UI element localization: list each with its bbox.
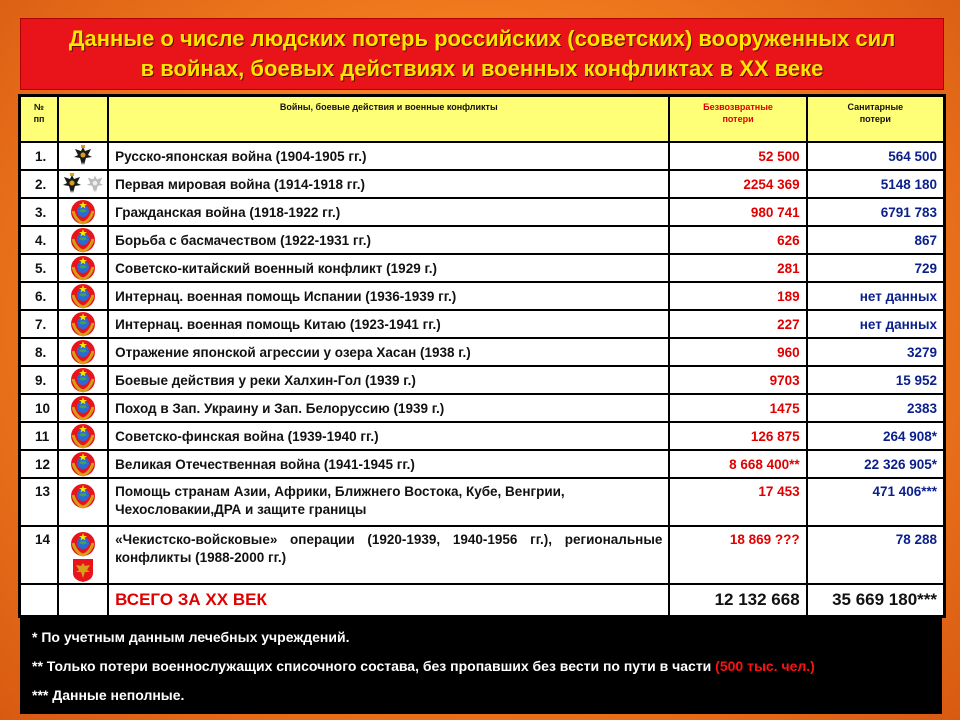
row-sanitary-losses: 564 500 [808, 143, 943, 169]
row-irrecoverable-losses: 1475 [670, 395, 805, 421]
total-label: ВСЕГО ЗА XX ВЕК [109, 585, 668, 615]
row-emblem [59, 367, 107, 393]
imperial-eagle-icon [71, 148, 95, 163]
row-sanitary-losses: нет данных [808, 283, 943, 309]
row-emblem [59, 255, 107, 281]
soviet-emblem-icon [70, 344, 96, 359]
row-number: 11 [21, 423, 57, 449]
table-row [21, 451, 943, 477]
header-emblem [59, 97, 107, 141]
row-emblem [59, 199, 107, 225]
row-sanitary-losses: 22 326 905* [808, 451, 943, 477]
row-irrecoverable-losses: 626 [670, 227, 805, 253]
total-num [21, 585, 57, 615]
row-emblem [59, 479, 107, 525]
row-emblem [59, 143, 107, 169]
soviet-emblem-icon [70, 288, 96, 303]
row-emblem [59, 283, 107, 309]
row-sanitary-losses: 867 [808, 227, 943, 253]
row-number: 14 [21, 527, 57, 583]
row-number: 3. [21, 199, 57, 225]
footnote-2: ** Только потери военнослужащих списочного состава, без пропавших без вести по пути в части (500 тыс. чел.) [32, 658, 815, 674]
page-title [20, 18, 944, 90]
footnote-1: * По учетным данным лечебных учреждений. [32, 629, 350, 645]
row-war-name: Гражданская война (1918-1922 гг.) [109, 199, 668, 225]
row-number: 9. [21, 367, 57, 393]
row-number: 7. [21, 311, 57, 337]
row-irrecoverable-losses: 126 875 [670, 423, 805, 449]
table-row [21, 199, 943, 225]
row-emblem [59, 171, 107, 197]
row-war-name: Боевые действия у реки Халхин-Гол (1939 г.) [109, 367, 668, 393]
row-sanitary-losses: 3279 [808, 339, 943, 365]
table-row [21, 527, 943, 583]
row-number: 10 [21, 395, 57, 421]
table-row [21, 255, 943, 281]
soviet-emblem-icon [70, 372, 96, 387]
row-war-name: Помощь странам Азии, Африки, Ближнего Востока, Кубе, Венгрии, Чехословакии,ДРА и защите границы [109, 479, 668, 525]
header-sanitary: Санитарные потери [808, 97, 943, 141]
row-emblem [59, 527, 107, 583]
table-row [21, 339, 943, 365]
row-sanitary-losses: 264 908* [808, 423, 943, 449]
soviet-emblem-icon [70, 232, 96, 247]
table-row [21, 227, 943, 253]
table-row [21, 367, 943, 393]
losses-table [19, 95, 945, 617]
row-number: 5. [21, 255, 57, 281]
row-sanitary-losses: 471 406*** [808, 479, 943, 525]
header-irrecoverable: Безвозвратные потери [670, 97, 805, 141]
row-war-name: Великая Отечественная война (1941-1945 гг.) [109, 451, 668, 477]
header-num: № пп [21, 97, 57, 141]
row-war-name: Советско-финская война (1939-1940 гг.) [109, 423, 668, 449]
row-irrecoverable-losses: 227 [670, 311, 805, 337]
row-number: 2. [21, 171, 57, 197]
row-irrecoverable-losses: 960 [670, 339, 805, 365]
title-line-1: Данные о числе людских потерь российских (советских) вооруженных сил [68, 26, 896, 51]
row-war-name: Первая мировая война (1914-1918 гг.) [109, 171, 668, 197]
table-row [21, 311, 943, 337]
row-war-name: Интернац. военная помощь Испании (1936-1939 гг.) [109, 283, 668, 309]
row-emblem [59, 227, 107, 253]
row-emblem [59, 451, 107, 477]
row-sanitary-losses: 5148 180 [808, 171, 943, 197]
table-header-row [21, 97, 943, 141]
row-sanitary-losses: 729 [808, 255, 943, 281]
losses-table-frame [18, 94, 946, 618]
row-sanitary-losses: 6791 783 [808, 199, 943, 225]
row-irrecoverable-losses: 281 [670, 255, 805, 281]
row-irrecoverable-losses: 8 668 400** [670, 451, 805, 477]
row-number: 1. [21, 143, 57, 169]
header-war: Войны, боевые действия и военные конфликты [109, 97, 668, 141]
footnotes [20, 618, 942, 714]
table-row [21, 143, 943, 169]
table-row [21, 395, 943, 421]
row-emblem [59, 311, 107, 337]
row-irrecoverable-losses: 9703 [670, 367, 805, 393]
row-war-name: Поход в Зап. Украину и Зап. Белоруссию (1939 г.) [109, 395, 668, 421]
imperial-eagle-icon [60, 176, 84, 191]
soviet-emblem-icon [70, 536, 96, 551]
row-number: 6. [21, 283, 57, 309]
row-war-name: «Чекистско-войсковые» операции (1920-1939, 1940-1956 гг.), региональные конфликты (1988-2000 гг.) [109, 527, 668, 583]
row-emblem [59, 423, 107, 449]
soviet-emblem-icon [70, 428, 96, 443]
row-irrecoverable-losses: 17 453 [670, 479, 805, 525]
total-emblem [59, 585, 107, 615]
row-sanitary-losses: 2383 [808, 395, 943, 421]
table-row [21, 479, 943, 525]
row-emblem [59, 339, 107, 365]
soviet-emblem-icon [70, 400, 96, 415]
row-irrecoverable-losses: 2254 369 [670, 171, 805, 197]
row-war-name: Русско-японская война (1904-1905 гг.) [109, 143, 668, 169]
row-number: 13 [21, 479, 57, 525]
soviet-emblem-icon [70, 316, 96, 331]
soviet-emblem-icon [70, 456, 96, 471]
table-row [21, 171, 943, 197]
row-war-name: Отражение японской агрессии у озера Хасан (1938 г.) [109, 339, 668, 365]
imperial-eagle-grey-icon [84, 176, 106, 191]
row-number: 12 [21, 451, 57, 477]
row-irrecoverable-losses: 18 869 ??? [670, 527, 805, 583]
soviet-emblem-icon [70, 204, 96, 219]
soviet-emblem-icon [70, 260, 96, 275]
row-war-name: Интернац. военная помощь Китаю (1923-1941 гг.) [109, 311, 668, 337]
row-number: 4. [21, 227, 57, 253]
row-sanitary-losses: нет данных [808, 311, 943, 337]
row-irrecoverable-losses: 189 [670, 283, 805, 309]
table-row [21, 423, 943, 449]
footnote-3: *** Данные неполные. [32, 687, 185, 703]
soviet-emblem-icon [70, 488, 96, 503]
total-sanitary: 35 669 180*** [808, 585, 943, 615]
row-irrecoverable-losses: 980 741 [670, 199, 805, 225]
table-total-row [21, 585, 943, 615]
row-number: 8. [21, 339, 57, 365]
total-irrecoverable: 12 132 668 [670, 585, 805, 615]
row-irrecoverable-losses: 52 500 [670, 143, 805, 169]
footnote-2-highlight: (500 тыс. чел.) [715, 658, 815, 674]
table-body [21, 143, 943, 583]
row-emblem [59, 395, 107, 421]
row-war-name: Борьба с басмачеством (1922-1931 гг.) [109, 227, 668, 253]
row-war-name: Советско-китайский военный конфликт (1929 г.) [109, 255, 668, 281]
row-sanitary-losses: 15 952 [808, 367, 943, 393]
russian-emblem-icon [70, 562, 96, 577]
table-row [21, 283, 943, 309]
row-sanitary-losses: 78 288 [808, 527, 943, 583]
title-line-2: в войнах, боевых действиях и военных конфликтах в XX веке [140, 56, 824, 81]
